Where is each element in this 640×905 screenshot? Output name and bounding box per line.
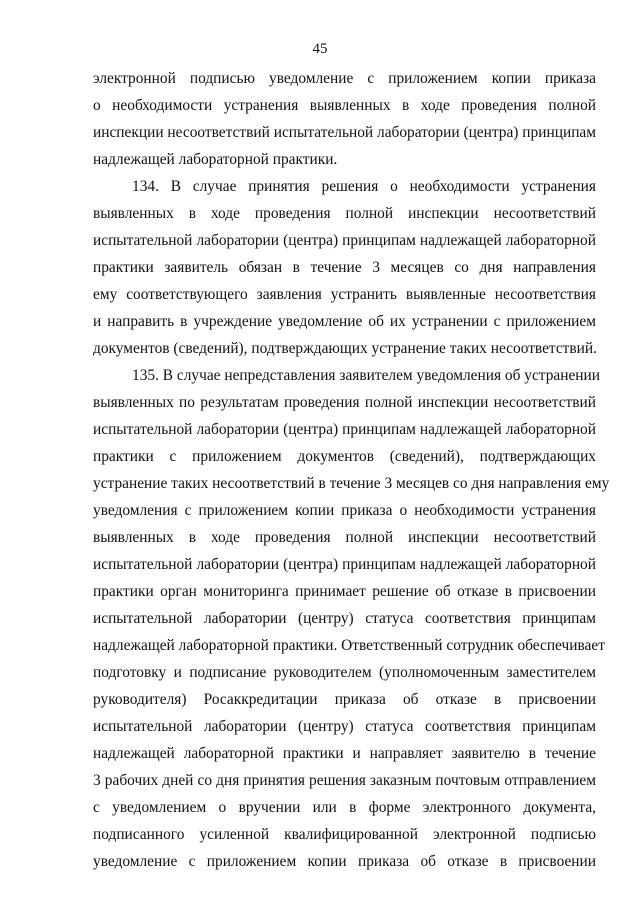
text-line: руководителя) Росаккредитации приказа об отказе в присвоении [93,691,596,708]
text-line: выявленных в ходе проведения полной инспекции несоответствий [93,529,596,546]
text-line: испытательной лаборатории (центра) принципам надлежащей лабораторной [93,421,596,438]
text-line: надлежащей лабораторной практики и направляет заявителю в течение [93,745,596,762]
text-line: испытательной лаборатории (центру) статуса соответствия принципам [93,718,596,735]
text-line: практики орган мониторинга принимает решение об отказе в присвоении [93,583,596,600]
text-line: электронной подписью уведомление с приложением копии приказа [93,70,596,87]
text-line: испытательной лаборатории (центра) принципам надлежащей лабораторной [93,556,596,573]
text-line: надлежащей лабораторной практики. Ответственный сотрудник обеспечивает [93,637,605,654]
text-line: 3 рабочих дней со дня принятия решения заказным почтовым отправлением [93,772,596,789]
text-line: выявленных по результатам проведения полной инспекции несоответствий [93,394,596,411]
page-number: 45 [312,41,328,57]
text-line: подготовку и подписание руководителем (уполномоченным заместителем [93,664,596,681]
text-line: 134. В случае принятия решения о необходимости устранения [132,178,596,195]
text-line: выявленных в ходе проведения полной инспекции несоответствий [93,205,596,222]
body-text [93,65,610,875]
text-line: надлежащей лабораторной практики. [93,151,338,168]
text-line: практики с приложением документов (сведений), подтверждающих [93,448,596,465]
text-line: документов (сведений), подтверждающих устранение таких несоответствий. [93,340,597,357]
text-line: инспекции несоответствий испытательной лаборатории (центра) принципам [93,124,596,141]
text-line: подписанного усиленной квалифицированной электронной подписью [93,826,596,843]
text-line: испытательной лаборатории (центра) принципам надлежащей лабораторной [93,232,596,249]
text-line: испытательной лаборатории (центру) статуса соответствия принципам [93,610,596,627]
text-line: с уведомлением о вручении или в форме электронного документа, [93,799,596,816]
text-line: устранение таких несоответствий в течение 3 месяцев со дня направления ему [93,475,610,492]
text-line: практики заявитель обязан в течение 3 месяцев со дня направления [93,259,596,276]
text-line: ему соответствующего заявления устранить выявленные несоответствия [93,286,596,303]
text-line: уведомление с приложением копии приказа об отказе в присвоении [93,853,596,870]
text-line: и направить в учреждение уведомление об их устранении с приложением [93,313,596,330]
text-line: 135. В случае непредставления заявителем уведомления об устранении [132,367,601,384]
text-line: о необходимости устранения выявленных в ходе проведения полной [93,97,596,114]
text-line: уведомления с приложением копии приказа о необходимости устранения [93,502,596,519]
